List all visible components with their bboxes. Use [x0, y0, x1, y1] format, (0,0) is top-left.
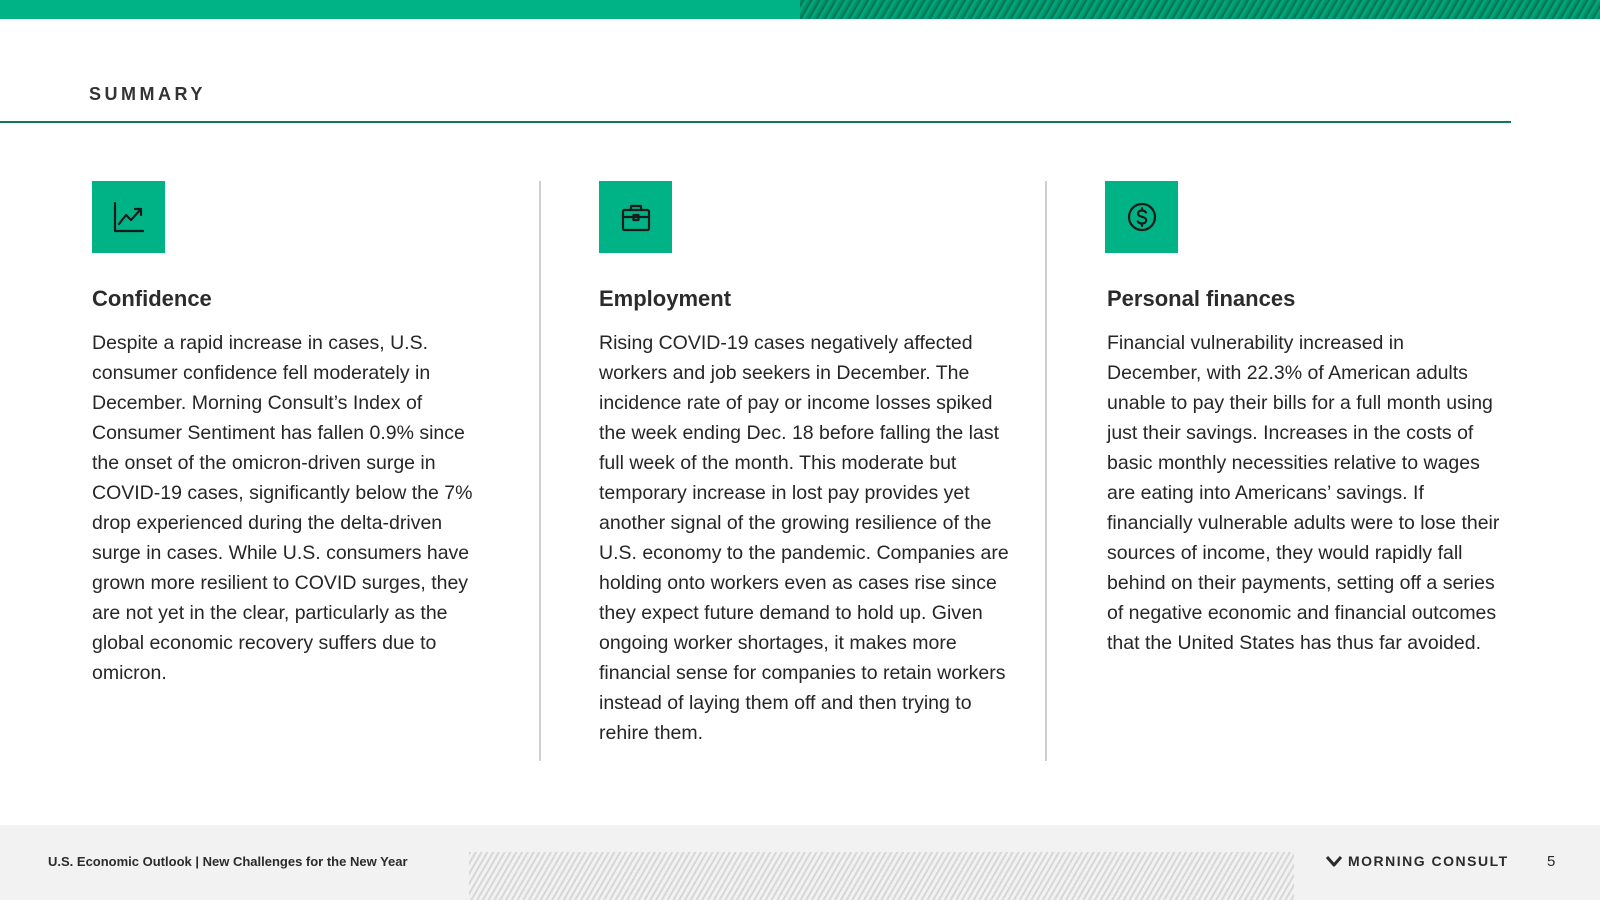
column-body: Financial vulnerability increased in December, with 22.3% of American adults unable to pay their bills for a full month using just their savings. Increases in the costs of basic monthly necessities relative to wages are eating into Americans’ savings. If financially vulnerable adults were to lose their sources of income, they would rapidly fall behind on their payments, setting off a series of negative economic and financial outcomes that the United States has thus far avoided.: [1107, 332, 1500, 654]
briefcase-icon: [599, 181, 672, 253]
column-divider: [1045, 181, 1047, 761]
summary-column-confidence: [92, 181, 492, 688]
summary-column-employment: [599, 181, 1009, 748]
column-body: Rising COVID-19 cases negatively affected workers and job seekers in December. The incidence rate of pay or income losses spiked the week ending Dec. 18 before falling the last full week of the month. This moderate but temporary increase in lost pay provides yet another signal of the growing resilience of the U.S. economy to the pandemic. Companies are holding onto workers even as cases rise since they expect future demand to hold up. Given ongoing worker shortages, it makes more financial sense for companies to retain workers instead of laying them off and then trying to rehire them.: [599, 332, 1009, 744]
dollar-coin-icon: [1105, 181, 1178, 253]
brand-logo: [1326, 853, 1509, 869]
page-number: 5: [1547, 853, 1556, 870]
column-body: Despite a rapid increase in cases, U.S. consumer confidence fell moderately in December. Morning Consult’s Index of Consumer Sentiment has fallen 0.9% since the onset of the omicron-driven surge in COVID-19 cases, significantly below the 7% drop experienced during the delta-driven surge in cases. While U.S. consumers have grown more resilient to COVID surges, they are not yet in the clear, particularly as the global economic recovery suffers due to omicron.: [92, 332, 473, 684]
column-title: Personal finances: [1107, 286, 1296, 311]
top-band-texture: [800, 0, 1600, 19]
footer-texture: [469, 852, 1294, 900]
column-title: Confidence: [92, 286, 212, 311]
trend-up-chart-icon: [92, 181, 165, 253]
summary-column-personal-finances: [1107, 181, 1507, 658]
brand-name: MORNING CONSULT: [1348, 853, 1509, 869]
section-title: SUMMARY: [89, 84, 206, 104]
column-divider: [539, 181, 541, 761]
report-title: U.S. Economic Outlook | New Challenges for the New Year: [48, 854, 408, 869]
morning-consult-mark-icon: [1326, 854, 1342, 868]
column-title: Employment: [599, 286, 732, 311]
top-accent-band: [0, 0, 1600, 19]
section-divider: [0, 121, 1511, 123]
